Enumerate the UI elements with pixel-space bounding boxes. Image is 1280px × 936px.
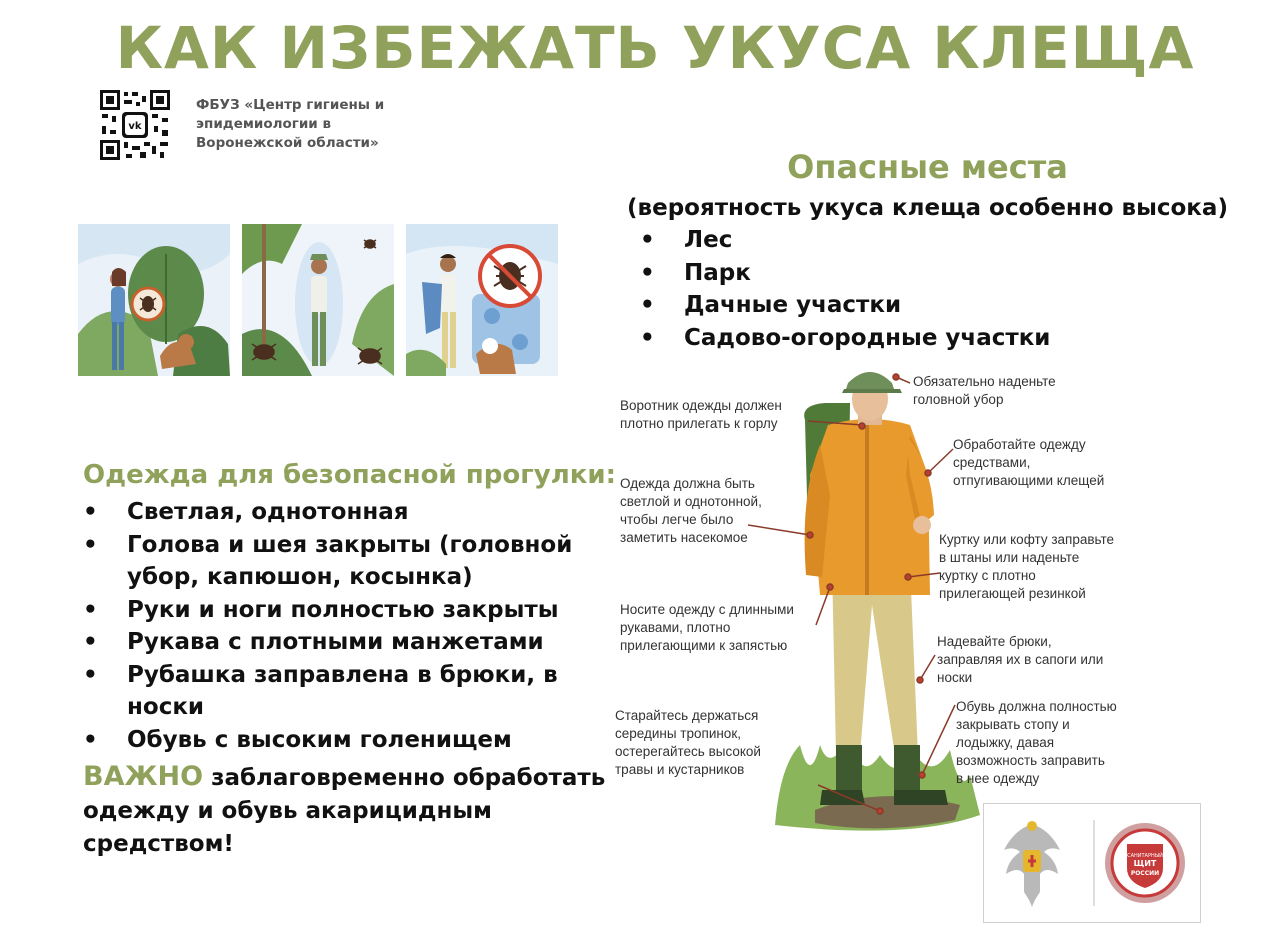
badge-line2: ЩИТ	[1133, 859, 1157, 868]
list-item: • Руки и ноги полностью закрыты	[83, 596, 559, 623]
coat-of-arms-icon	[1004, 821, 1060, 908]
important-note: ВАЖНО заблаговременно обработать одежду и обувь акарицидным средством!	[83, 761, 606, 857]
illustration-inspection	[78, 224, 230, 376]
note-treat: Обработайте одежду средствами, отпугивающими клещей	[953, 437, 1105, 488]
list-item: • Рубашка заправлена в брюки, в носки	[83, 661, 558, 720]
dangerous-places-title: Опасные места	[787, 148, 1068, 186]
illustration-protection	[242, 224, 394, 376]
list-item: • Рукава с плотными манжетами	[83, 629, 544, 655]
organization-name: ФБУЗ «Центр гигиены и эпидемиологии в Воронежской области»	[196, 97, 385, 151]
note-hat: Обязательно наденьте головной убор	[913, 374, 1056, 407]
illustration-repellent	[406, 224, 558, 376]
note-sleeves: Носите одежду с длинными рукавами, плотно прилегающими к запястью	[620, 602, 794, 653]
list-item: • Голова и шея закрыты (головной убор, капюшон, косынка)	[83, 531, 573, 590]
page-title: КАК ИЗБЕЖАТЬ УКУСА КЛЕЩА	[115, 14, 1195, 82]
list-item: • Садово-огородные участки	[640, 324, 1051, 351]
note-tuck: Куртку или кофту заправьте в штаны или наденьте куртку с плотно прилегающей резинкой	[939, 532, 1115, 601]
svg-text:vk: vk	[128, 121, 142, 132]
vk-icon	[125, 115, 145, 135]
clothing-list	[83, 496, 623, 756]
list-item: • Лес	[640, 227, 733, 253]
dangerous-places-subtitle: (вероятность укуса клеща особенно высока)	[627, 195, 1228, 221]
note-paths: Старайтесь держаться середины тропинок, остерегайтесь высокой травы и кустарников	[615, 708, 761, 777]
note-trousers: Надевайте брюки, заправляя их в сапоги или носки	[937, 634, 1104, 685]
logos-panel	[983, 803, 1201, 923]
sanitary-shield-icon	[1108, 826, 1182, 900]
list-item: • Дачные участки	[640, 292, 902, 318]
no-ticks-icon	[480, 246, 540, 306]
clothing-title: Одежда для безопасной прогулки:	[83, 460, 617, 490]
list-item: • Парк	[640, 259, 751, 286]
list-item: • Обувь с высоким голенищем	[83, 726, 512, 753]
note-light: Одежда должна быть светлой и однотонной, чтобы легче было заметить насекомое	[620, 476, 762, 545]
logos-graphic	[984, 804, 1200, 922]
hiker-diagram	[610, 365, 1150, 835]
list-item: • Светлая, однотонная	[83, 499, 409, 525]
note-collar: Воротник одежды должен плотно прилегать к горлу	[620, 398, 782, 431]
badge-line3: РОССИИ	[1130, 870, 1160, 877]
note-shoes: Обувь должна полностью закрывать стопу и лодыжку, давая возможность заправить в нее одежду	[956, 699, 1117, 786]
dangerous-places-list	[640, 224, 1050, 354]
badge-line1: САНИТАРНЫЙ	[1127, 853, 1163, 859]
qr-code-icon[interactable]	[100, 90, 170, 160]
important-accent: ВАЖНО	[83, 761, 204, 792]
